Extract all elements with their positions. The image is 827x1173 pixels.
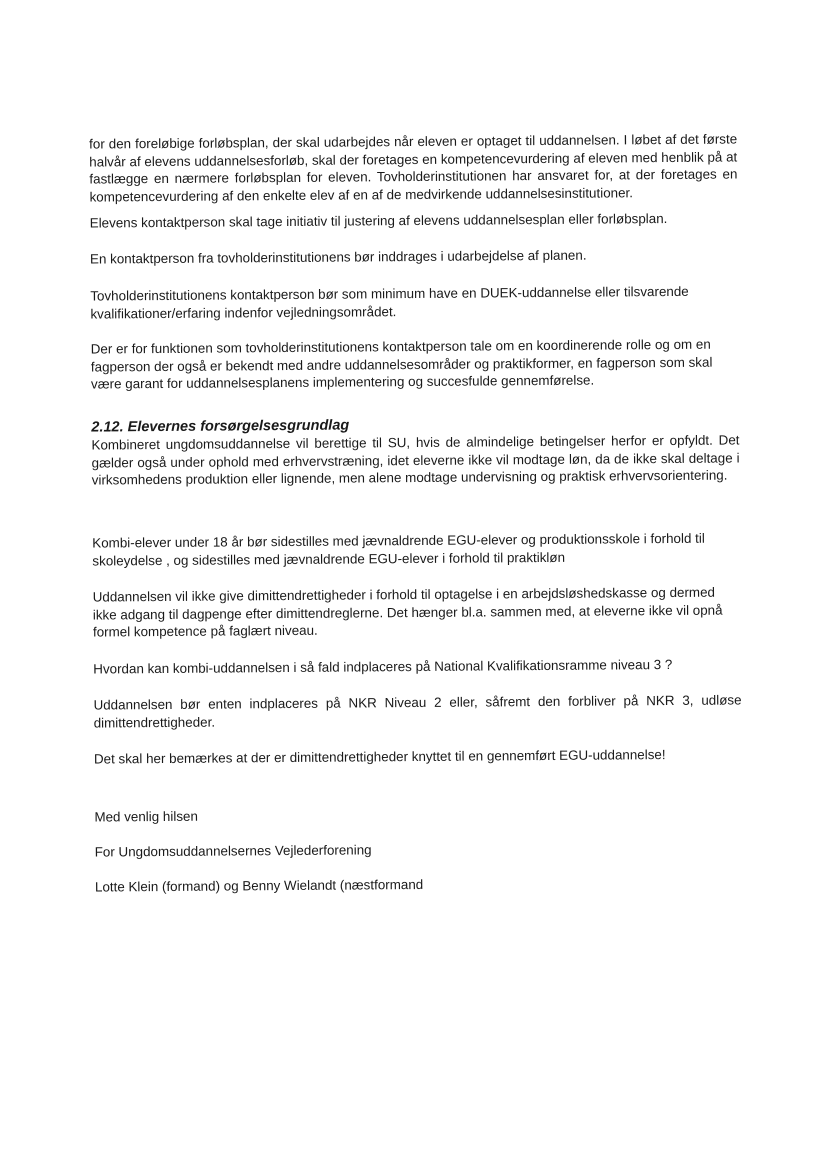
paragraph-kontaktperson-initiativ: Elevens kontaktperson skal tage initiativ til justering af elevens uddannelsesplan eller forløbsplan. (89, 211, 668, 231)
paragraph-egu-note: Det skal her bemærkes at der er dimittendrettigheder knyttet til en gennemført EGU-uddannelse! (93, 747, 666, 767)
paragraph-kontaktperson-inddrages: En kontaktperson fra tovholderinstitutionens bør inddrages i udarbejdelse af planen. (89, 247, 587, 267)
paragraph-forloebsplan: for den foreløbige forløbsplan, der skal udarbejdes når eleven er optaget til uddannelsen. I løbet af det første halvår af elevens uddannelsesforløb, skal der foretages en kompetencevurdering af eleven med henblik på at fastlægge en nærmere forløbsplan for eleven. Tovholderinstitutionen har ansvaret for, at der foretages en kompetencevurdering af den enkelte elev af en af de medvirkende uddannelsesinstitutioner. (89, 131, 738, 205)
paragraph-su: Kombineret ungdomsuddannelse vil berettige til SU, hvis de almindelige betingelser herfor er opfyldt. Det gælder også under ophold med erhvervstræning, idet eleverne ikke vil modtage løn, da de ikke skal deltage i virksomhedens produktion eller lignende, men alene modtage undervisning og praktisk erhvervsorientering. (91, 432, 740, 488)
paragraph-kontaktperson-kvalifikationer: Tovholderinstitutionens kontaktperson bør som minimum have en DUEK-uddannelse eller tilsvarende kvalifikationer/erfaring indenfor vejledningsområdet. (90, 283, 689, 322)
paragraph-kombi-elever: Kombi-elever under 18 år bør sidestilles med jævnaldrende EGU-elever og produktionsskole i forhold til skoleydelse , og sidestilles med jævnaldrende EGU-elever i forhold til praktikløn (92, 530, 705, 569)
closing-greeting: Med venlig hilsen (94, 808, 198, 825)
organization-name: For Ungdomsuddannelsernes Vejlederforening (94, 842, 372, 860)
paragraph-dimittendrettigheder: Uddannelsen vil ikke give dimittendrettigheder i forhold til optagelse i en arbejdsløshedskasse og dermed ikke adgang til dagpenge efter dimittendreglerne. Det hænger bl.a. sammen med, at eleverne ikke vil opnå formel kompetence på faglært niveau. (92, 584, 723, 640)
paragraph-nkr-question: Hvordan kan kombi-uddannelsen i så fald indplaceres på National Kvalifikationsramme niveau 3 ? (93, 656, 673, 677)
signatories: Lotte Klein (formand) og Benny Wielandt (næstformand (94, 876, 424, 895)
section-heading: 2.12. Elevernes forsørgelsesgrundlag (91, 417, 350, 436)
paragraph-nkr-niveau: Uddannelsen bør enten indplaceres på NKR Niveau 2 eller, såfremt den forbliver på NKR 3, udløse dimittendrettigheder. (93, 692, 742, 731)
paragraph-koordinerende-rolle: Der er for funktionen som tovholderinstitutionens kontaktperson tale om en koordinerende rolle og om en fagperson der også er bekendt med andre uddannelsesområder og praktikformer, en fagperson som skal være garant for uddannelsesplanens implementering og succesfulde gennemførelse. (90, 336, 713, 392)
